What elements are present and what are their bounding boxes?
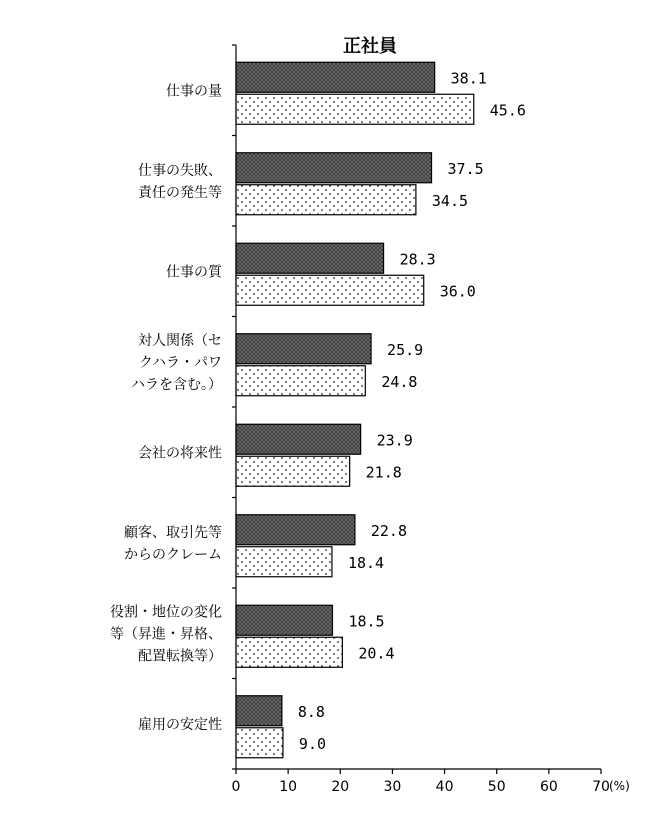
bar-series-1 [236,515,355,545]
bar-series-2 [236,185,416,215]
bar-series-2 [236,366,365,396]
value-label: 36.0 [439,282,476,301]
value-label: 22.8 [370,521,408,540]
bar-series-1 [236,424,361,454]
category-label: 雇用の安定性 [138,716,222,733]
bar-series-2 [236,94,474,124]
category-label: 配置転換等） [138,648,222,665]
category-label: 仕事の量 [166,83,222,100]
category-label: 等（昇進・昇格、 [110,626,222,643]
category-label: 顧客、取引先等 [124,524,222,541]
category-label: からのクレーム [124,546,222,563]
value-label: 9.0 [298,734,327,753]
value-label: 37.5 [447,159,484,178]
value-label: 18.5 [348,612,385,631]
bar-series-2 [236,728,283,758]
value-label: 25.9 [387,340,424,359]
value-label: 21.8 [365,463,402,482]
value-label: 8.8 [297,702,325,721]
x-tick-label: 40 [435,779,454,795]
bar-series-2 [236,637,342,667]
category-label: 仕事の失敗、 [138,162,222,179]
x-unit-label: (%) [609,779,630,793]
bar-series-1 [236,243,384,273]
bar-series-1 [236,605,332,635]
chart-title: 正社員 [343,36,397,57]
bar-series-2 [236,456,350,486]
bar-series-2 [236,275,424,305]
bar-series-2 [236,547,332,577]
x-tick-label: 50 [487,779,506,795]
x-tick-label: 60 [539,779,558,795]
x-tick-label: 30 [383,779,402,795]
category-label: 仕事の質 [166,264,222,281]
bar-series-1 [236,62,435,92]
x-tick-label: 20 [331,779,350,795]
x-tick-label: 70 [592,779,610,795]
value-label: 20.4 [358,644,395,663]
value-label: 34.5 [431,191,469,210]
value-label: 38.1 [450,69,487,88]
category-label: 役割・地位の変化 [110,604,222,621]
value-label: 18.4 [347,553,385,572]
value-label: 23.9 [376,431,413,450]
value-label: 45.6 [489,101,526,120]
category-label: 責任の発生等 [138,184,222,201]
bar-series-1 [236,153,432,183]
category-label: ハラを含む。） [131,376,222,393]
bar-series-1 [236,696,282,726]
value-label: 28.3 [399,250,436,269]
category-label: クハラ・パワ [138,354,222,371]
category-label: 会社の将来性 [138,445,222,462]
category-label: 対人関係（セ [138,332,222,349]
x-tick-label: 0 [231,779,241,795]
bar-series-1 [236,334,371,364]
x-tick-label: 10 [279,779,298,795]
value-label: 24.8 [381,372,418,391]
